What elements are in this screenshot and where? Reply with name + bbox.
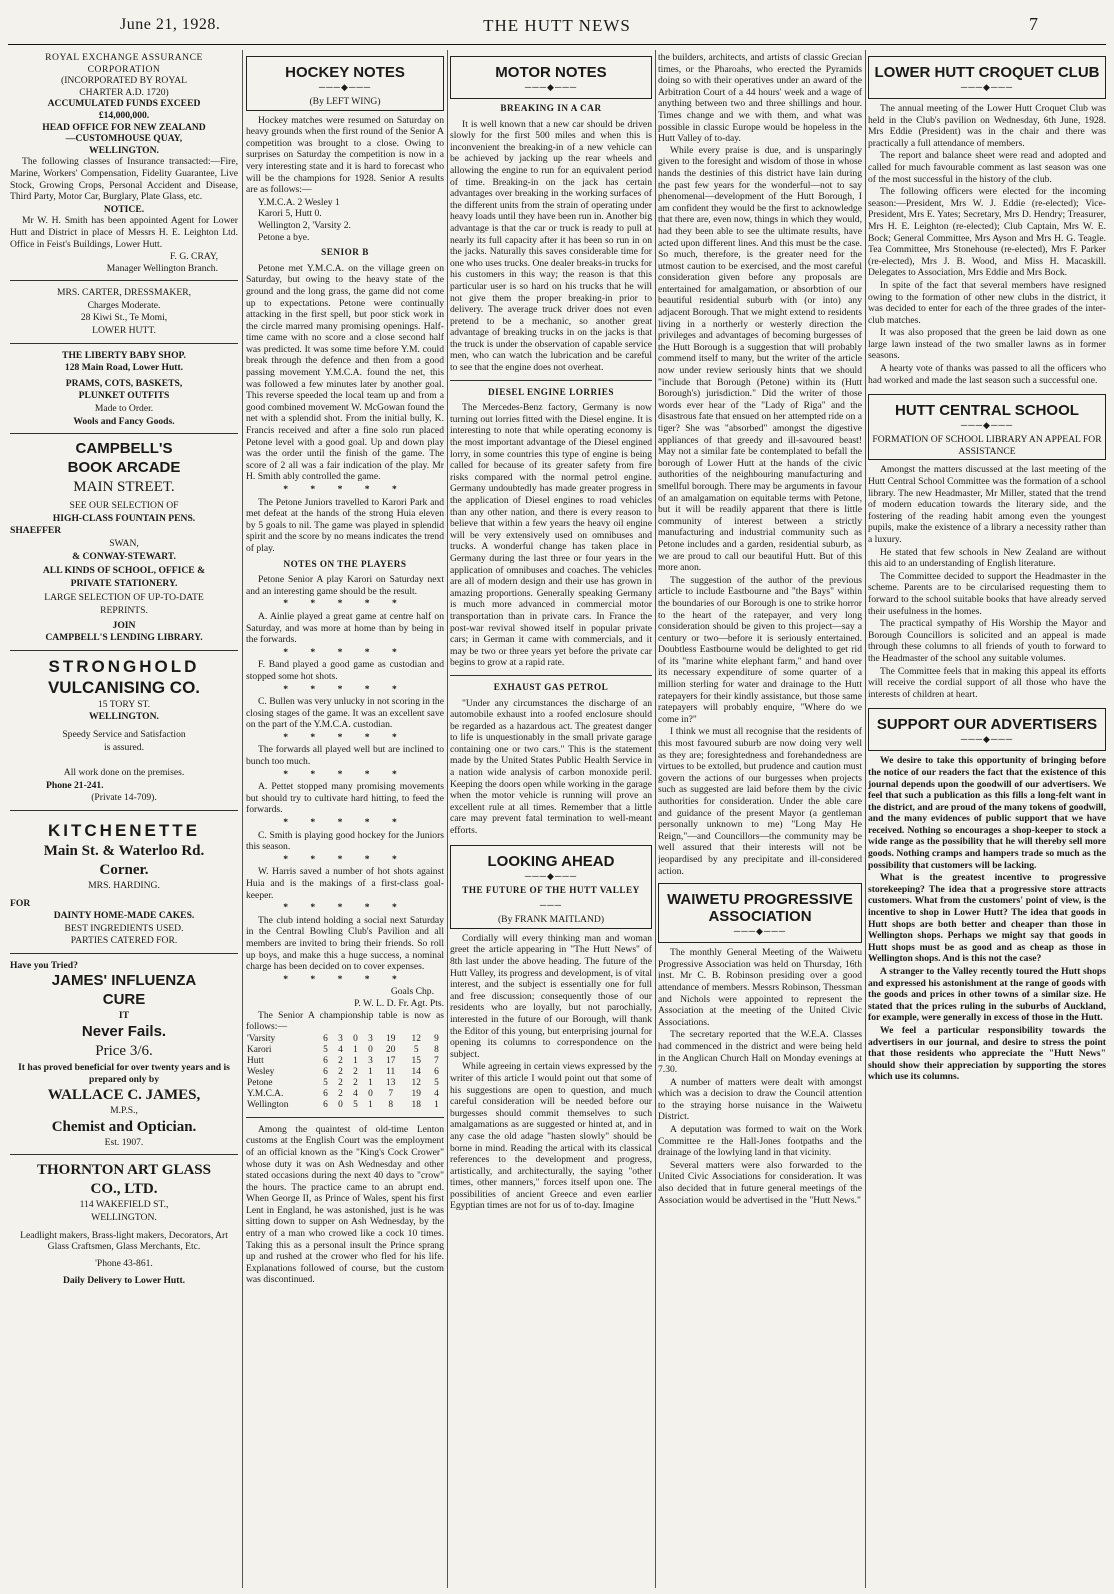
school-title-box — [868, 394, 1106, 460]
stat-cell: 7 — [434, 1055, 439, 1066]
stat-cell: 1 — [368, 1066, 373, 1077]
masthead-title: THE HUTT NEWS — [483, 16, 631, 35]
team-name-cell: Petone — [247, 1077, 273, 1088]
stat-cell: 2 — [353, 1066, 358, 1077]
ad-headline: JAMES' INFLUENZA — [51, 972, 197, 990]
stat-cell: 18 — [411, 1099, 421, 1110]
stat-cell: 9 — [434, 1033, 439, 1044]
hockey-notes-title-box — [246, 56, 444, 111]
header-rule — [8, 44, 1106, 45]
ad-price: Price 3/6. — [95, 1043, 153, 1060]
article-paragraph: The club intend holding a social next Saturday in the Central Bowling Club's Pavilion and all members are invited to bring their friends. So roll up boys, and make this a huge success, a nominal charge has been decided on to cover expenses. — [246, 914, 444, 973]
article-paragraph: F. Band played a good game as custodian and stopped some hot shots. — [246, 659, 444, 682]
match-result: Petone a bye. — [258, 231, 310, 243]
article-paragraph: C. Bullen was very unlucky in not scoring in the closing stages of the game. It was an excellent save on the part of the Y.M.C.A. custodian. — [246, 696, 444, 731]
article-paragraph: The Committee decided to support the Headmaster in the scheme. Parents are to be circularised requesting them to forward to the school suitable books that have already served their usefulness in the homes. — [868, 570, 1106, 617]
ad-line: PLUNKET OUTFITS — [78, 390, 170, 402]
ad-headline: MAIN STREET. — [73, 479, 175, 496]
stat-cell: 4 — [338, 1044, 343, 1055]
stat-cell: 19 — [411, 1088, 421, 1099]
ornament-divider: ───◆─── — [960, 82, 1014, 92]
article-byline: (By LEFT WING) — [309, 96, 381, 107]
ad-line: HEAD OFFICE FOR NEW ZEALAND — [42, 121, 206, 133]
star-divider: * * * * * — [283, 484, 407, 495]
stat-cell: 0 — [368, 1044, 373, 1055]
stat-cell: 5 — [323, 1077, 328, 1088]
stat-cell: 2 — [338, 1066, 343, 1077]
ad-line: (INCORPORATED BY ROYAL — [61, 75, 187, 87]
ad-line: 114 WAKEFIELD ST., — [79, 1199, 169, 1211]
stat-cell: 2 — [338, 1077, 343, 1088]
article-paragraph: While every praise is due, and is unsparingly given to the foresight and wisdom of those in whose hands the destinies of this district have lain during the past few years for the wonderful—not to say phenomenal—development of the Hutt Borough, I am confident they would be the first to acknowledge that there are, even now, things in which they would, had they been able to see the ultimate results, have acted upon different lines. And this must be the case. So much, therefore, is the greater need for the utmost caution to be exercised, and the most careful consideration given before any proposals are entertained for amalgamation, or absorbtion of our beautiful residential suburb with (or into) any adjacent Borough. That we might extend to residents living in a northerly or westerly direction the privileges and advantages of becoming burgesses of the Hutt Borough is a suggestion that will probably commend itself to many, but the writer of the article now under review seriously hints that we should "include that Borough (Petone) within its (Hutt Borough's) jurisdiction." Did the writer of those words ever hear of the "Lady of Riga" and the disastrous fate that ensued on her attempted ride on a tiger? She was "absorbed" amongst the digestive appliances of that greedy and ill-savoured beast! May not a similar fate be contemplated to befall the borough of Lower Hutt at the hands of the civic authorities of the neighbouring manufacturing and smellful borough. There may be arguments in favour of an amalgamation on equitable terms with Petone, but it will be readily apparent that there is little community of interest between a strictly manufacturing and industrial community such as Petone includes and a garden, residential suburb, as we are proud to call our beautiful Hutt. But of this more anon. — [658, 144, 862, 574]
table-row — [246, 1034, 444, 1045]
article-paragraph: The report and balance sheet were read and adopted and called for much favourable comment as last season was one of the most successful in the history of the club. — [868, 150, 1106, 185]
section-subheading: THE FUTURE OF THE HUTT VALLEY — [462, 884, 640, 895]
ad-line: 128 Main Road, Lower Hutt. — [64, 362, 184, 374]
ad-line: LARGE SELECTION OF UP-TO-DATE — [44, 592, 204, 604]
article-paragraph: The Mercedes-Benz factory, Germany is now turning out lorries fitted with the Diesel engine. It is interesting to note that while operating economy is the most important advantage of the Diesel engined lorry, in some countries this type of engine is being called for because of its greater safety from fire risks compared with the normal petrol engine. Germany undoubtedly has made greater progress in the application of Diesel engines to road vehicles than any other nation, and there is every reason to believe that within a few years the heavy oil engine will be very extensively used on omnibuses and trucks. A wonderful change has taken place in Germany during the last three or four years in the application of omnibuses and coaches. The vehicles are all of modern design and their use has grown in amazing proportions. Generally speaking Germany is much more advanced in commercial motor transportation than in private cars. In France the post-war revival showed itself in popular private cars; in German it came with commercials, and it may be two or three years yet before the private car begins to grow at a rapid rate. — [450, 402, 652, 669]
table-header-label: Goals Chp. — [390, 986, 434, 998]
stat-cell: 8 — [434, 1044, 439, 1055]
article-paragraph: A number of matters were dealt with amongst which was a decision to draw the Council attention to the straying horse nuisance in the Waiwetu District. — [658, 1076, 862, 1123]
stat-cell: 17 — [386, 1055, 396, 1066]
stat-cell: 2 — [338, 1055, 343, 1066]
article-paragraph: We desire to take this opportunity of bringing before the notice of our readers the fact that the existence of this journal depends upon the goodwill of our advertisers. We feel that such a publication as this fills a long-felt want in the district, and are proud of the many tokens of goodwill, and the many evidences of public support that we have received. Nothing so encourages a shop-keeper to stock a wide range as the possibility that he will thereby sell more goods. Nothing cramps and hampers trade so much as the possibility that customers will be lacking. — [868, 755, 1106, 871]
article-title: WAIWETU PROGRESSIVE ASSOCIATION — [667, 891, 853, 926]
ad-line: ACCUMULATED FUNDS EXCEED — [47, 98, 201, 110]
team-name-cell: 'Varsity — [247, 1033, 276, 1044]
article-paragraph: the builders, architects, and artists of classic Grecian times, or the Pharoahs, who erected the Pyramids doing so with their operatives under an award of the Arbitration Court of a 44 hours' week and a wage of anything between two and three shillings and hour. Times change and we with them, and what was possible in classic Europe would be hopeless in the Hutt Valley of to-day. — [658, 52, 862, 145]
article-paragraph: The Committee feels that in making this appeal its efforts will receive the cordial support of all those who have the interests of children at heart. — [868, 665, 1106, 700]
article-paragraph: We feel a particular responsibility towards the advertisers in our journal, and desire to stress the point that those residents who appreciate the "Hutt News" should show their appreciation by supporting the stores which use its columns. — [868, 1024, 1106, 1083]
ad-headline: WALLACE C. JAMES, — [47, 1087, 201, 1104]
stat-cell: 7 — [388, 1088, 394, 1099]
stat-cell: 19 — [386, 1033, 396, 1044]
stat-cell: 3 — [368, 1055, 373, 1066]
ornament-divider: ───◆─── — [960, 734, 1014, 745]
ornament-divider: ───◆─── — [524, 870, 578, 881]
ad-headline: Chemist and Optician. — [51, 1118, 197, 1135]
stat-cell: 4 — [353, 1088, 358, 1099]
article-paragraph: In spite of the fact that several members have resigned owing to the formation of other new clubs in the district, it was decided to enter for each of the three grades of the inter-club matches. — [868, 279, 1106, 326]
star-divider: * * * * * — [283, 683, 407, 695]
table-row — [246, 1089, 444, 1100]
ad-line: Est. 1907. — [104, 1136, 144, 1148]
stat-cell: 1 — [434, 1099, 439, 1110]
article-paragraph: A deputation was formed to wait on the Work Committee re the Hall-Jones footpaths and the drainage of the lowlying land in that vicinity. — [658, 1124, 862, 1159]
ad-headline: Corner. — [99, 861, 149, 878]
article-paragraph: The Senior A championship table is now as follows:— — [246, 1009, 444, 1033]
match-result: Y.M.C.A. 2 Wesley 1 — [258, 196, 340, 208]
table-row — [246, 1056, 444, 1067]
ad-body: The following classes of Insurance transacted:—Fire, Marine, Workers' Compensation, Fidelity Guarantee, Live Stock, Growing Crops, Personal Accident and Disease, Third Party, Motor Car, Burglary, Plate Glass, etc. — [10, 156, 238, 203]
ad-line: It has proved beneficial for over twenty years and is prepared only by — [18, 1062, 230, 1085]
column-hockey-notes — [246, 52, 444, 1586]
ad-signature: F. G. CRAY, — [169, 251, 218, 263]
star-divider: * * * * * — [283, 731, 407, 743]
ad-line: SWAN, — [109, 538, 139, 549]
divider — [246, 1117, 444, 1118]
article-paragraph: The monthly General Meeting of the Waiwetu Progressive Association was held on Thursday, 16th inst. Mr C. B. Robinson presiding over a good attendance of members. Messrs Robinson, Thessman and Nichols were appointed to represent the Association at the meeting of the United Civic Associations. — [658, 947, 862, 1028]
ad-line: CAMPBELL'S LENDING LIBRARY. — [45, 632, 203, 644]
table-row — [246, 1067, 444, 1078]
team-name-cell: Hutt — [247, 1055, 264, 1066]
article-paragraph: The suggestion of the author of the previous article to include Eastbourne and "the Bays" within the boundaries of our Borough is one to strike horror to the heart of the ratepayer, and very long consideration should be given to this project—say a century or two—before it is seriously entertained. Doubtless Eastbourne would be delighted to get rid of its "marine white elephant farm," and hand over its necessary expenditure of some quarter of a million sterling for water and drainage to the Hutt ratepayers for their kindly assistance, but those same ratepayers will probably enquire, "Where do we come in?" — [658, 574, 862, 725]
column-advertisements — [10, 52, 238, 1586]
stat-cell: 1 — [353, 1044, 358, 1055]
ad-line: & CONWAY-STEWART. — [72, 550, 176, 562]
table-header-label: P. W. L. D. Fr. Agt. Pts. — [354, 997, 444, 1009]
divider — [450, 380, 652, 381]
ad-line: M.P.S., — [110, 1105, 138, 1117]
ad-line: All work done on the premises. — [63, 767, 185, 779]
stat-cell: 20 — [386, 1044, 396, 1055]
ad-james-influenza-cure — [10, 960, 238, 1149]
article-paragraph: Among the quaintest of old-time Lenton customs at the English Court was the employment of an official known as the "King's Cock Crower" whose duty it was on Ash Wednesday and other stated occasions during the next 40 days to "crow" the hours. The practice came to an abrupt end. When George II, as Prince of Wales, spent his first Lent in England, he was astonished, just is he was sitting down to supper on Ash Wednesday, by the entry of a man who crowed like a cock 10 times. Taking this as a personal insult the Prince sprang up and rushed at the crower who fled for his life. Explanations followed of course, but the custom was discontinued. — [246, 1123, 444, 1286]
team-name-cell: Wesley — [247, 1066, 275, 1077]
article-paragraph: It was also proposed that the green be laid down as one large lawn instead of the two smaller lawns as in former seasons. — [868, 327, 1106, 362]
stat-cell: 0 — [353, 1033, 358, 1044]
ad-headline: CAMPBELL'S — [75, 440, 173, 458]
ad-line: REPRINTS. — [100, 604, 148, 616]
article-paragraph: The Petone Juniors travelled to Karori Park and met defeat at the hands of the strong Huia eleven by 5 goals to nil. The game was played in splendid spirit and the score by no means indicates the trend of play. — [246, 496, 444, 554]
article-title: LOWER HUTT CROQUET CLUB — [874, 64, 1100, 81]
ad-line: PRAMS, COTS, BASKETS, — [65, 377, 183, 389]
article-title: HUTT CENTRAL SCHOOL — [895, 402, 1079, 420]
ad-line: 15 TORY ST. — [97, 698, 151, 710]
stat-cell: 6 — [323, 1099, 328, 1110]
ad-line: CHARTER A.D. 1720) — [79, 86, 169, 98]
article-paragraph: It is well known that a new car should be driven slowly for the first 500 miles and when this is inconvenient the breaking-in of a new vehicle can be achieved by jacking up the rear wheels and allowing the engine to run for an equivalent period of time. Breaking-in on the jack has certain advantages over breaking in the working surfaces of the different units from the strain of operating under heavy loads until they have been run in. Another big advantage is that the car or truck is ready to pull at nearly its full capacity after it has been so run in on the jacks. Naturally this saves considerable time for one who uses trucks. One dealer breaks-in trucks for his customers in this way; the reason is that this particular user is so hard on his trucks that he will not give them the proper breaking-in prior to delivery. The average truck driver does not even pretend to be a mechanic, so another great advantage of breaking trucks in on the jacks is that the truck is under the observation of capable service men, who can watch the lubrication and be careful to see that the engine does not overheat. — [450, 118, 652, 374]
section-subheading: NOTES ON THE PLAYERS — [283, 558, 407, 569]
ad-line: THE LIBERTY BABY SHOP. — [62, 349, 186, 361]
divider — [10, 810, 238, 811]
article-paragraph: While agreeing in certain views expressed by the writer of this article I would point out that some of his suggestions are open to question, and much careful consideration will be needed before our burgesses should commit themselves to such amalgamations as are suggested or hinted at, and in any case the old adage "hasten slowly" should be borne in mind. Reading the artical with its classical references to the development and progress, artistically, and architecturally, the saying "other times, other manners," forces itself upon one. The possibilities of ancient Greece and even earlier Egyptian times are not for us of to-day. Imagine — [450, 1061, 652, 1212]
divider — [450, 675, 652, 676]
ad-line: Speedy Service and Satisfaction — [62, 728, 186, 740]
star-divider: * * * * * — [283, 768, 407, 780]
divider — [10, 1154, 238, 1155]
ad-line: Daily Delivery to Lower Hutt. — [62, 1275, 186, 1287]
article-paragraph: Petone met Y.M.C.A. on the village green on Saturday, but owing to the heavy state of the ground and the long grass, the game did not come up to expectations. Petone were continually attacking in the first spell, but poor stick work in the circle marred many promising openings. Half-time came with no score and a close second half was predicted. It was some time before Y.M. could break through the defence and then from a good passing movement Y.M.C.A. found the net, this was followed a few minutes later by another goal. This reverse speeded the local team up and from a good combined movement W. McGowan found the net with a splendid shot. From the initial bully, K. Francis received and after a fine solo run placed Petone level with a good goal. Up and down play was the order until the finish of the game. The score of 2 all was a fair indication of the play. Mr H. Smith ably controlled the game. — [246, 262, 444, 483]
ornament-divider: ───◆─── — [733, 926, 787, 937]
stat-cell: 1 — [368, 1099, 373, 1110]
column-rule — [865, 50, 866, 1588]
stat-cell: 3 — [338, 1033, 343, 1044]
page-header — [0, 10, 1114, 40]
ad-line: MRS. CARTER, DRESSMAKER, — [56, 287, 192, 299]
ad-campbells-book-arcade — [10, 440, 238, 644]
ad-line: LOWER HUTT. — [92, 325, 156, 337]
article-byline: (By FRANK MAITLAND) — [497, 914, 605, 926]
championship-table — [246, 1034, 444, 1111]
match-result: Karori 5, Hutt 0. — [258, 208, 322, 220]
stat-cell: 6 — [323, 1066, 328, 1077]
stat-cell: 13 — [386, 1077, 396, 1088]
ad-line: —CUSTOMHOUSE QUAY, — [65, 133, 183, 145]
star-divider: * * * * * — [283, 902, 407, 914]
article-paragraph: The secretary reported that the W.E.A. Classes had commenced in the district and were being held in the Anglican Church Hall on Monday evenings at 7.30. — [658, 1029, 862, 1076]
star-divider: * * * * * — [283, 853, 407, 865]
ornament-divider: ───◆─── — [318, 82, 372, 92]
ad-headline: Main St. & Waterloo Rd. — [43, 842, 205, 859]
ad-line: 'Phone 43-861. — [95, 1257, 153, 1269]
stat-cell: 5 — [353, 1099, 358, 1110]
star-divider: * * * * * — [283, 817, 407, 829]
ad-line: £14,000,000. — [98, 109, 150, 121]
ad-line: ROYAL EXCHANGE ASSURANCE — [45, 52, 203, 63]
ad-royal-exchange — [10, 52, 238, 274]
ad-body: Mr W. H. Smith has been appointed Agent for Lower Hutt and District in place of Messrs H. E. Leighton Ltd. Office in Feist's Buildings, Lower Hutt. — [10, 215, 238, 250]
ad-line: 28 Kiwi St., Te Momi, — [80, 312, 168, 324]
ad-line: Leadlight makers, Brass-light makers, Decorators, Art Glass Craftsmen, Glass Merchants, Etc. — [20, 1229, 228, 1253]
star-divider: * * * * * — [283, 598, 407, 610]
stat-cell: 15 — [411, 1055, 421, 1066]
star-divider: * * * * * — [283, 973, 407, 985]
column-motor-notes — [450, 52, 652, 1586]
section-subheading: DIESEL ENGINE LORRIES — [488, 386, 614, 397]
ad-line: DAINTY HOME-MADE CAKES. — [53, 910, 195, 922]
ad-line: SHAEFFER — [10, 525, 62, 537]
ad-notice-heading: NOTICE. — [103, 203, 145, 215]
ad-line: SEE OUR SELECTION OF — [69, 500, 179, 512]
divider — [10, 953, 238, 954]
article-title: SUPPORT OUR ADVERTISERS — [876, 716, 1098, 734]
ad-carter-dressmaker — [10, 287, 238, 336]
column-rule — [242, 50, 243, 1588]
issue-date: June 21, 1928. — [120, 16, 221, 33]
article-paragraph: I think we must all recognise that the residents of this most favoured suburb are now doing very well as they are; foresightedness and forehandedness are virtues to be extolled, but prudence and caution must govern the actions of our burgesses when projects such as suggested are laid before them by the civic authorities for consideration. Under the able care and guidance of the present Mayor (a gentleman personally unknown to me) "Long May He Reign,"—and Councillors—the community may be well assured that their interests will not be jeopardised by any precipitate and ill-considered action. — [658, 726, 862, 877]
ad-headline: CO., LTD. — [90, 1181, 158, 1198]
divider — [10, 280, 238, 281]
table-row — [246, 1045, 444, 1056]
article-paragraph: Cordially will every thinking man and woman greet the article appearing in "The Hutt News" of 8th last under the above heading. The future of the Hutt Valley, its progress and development, is of vital interest, and the subject is essentially one for full and free discussion; consequently those of our residents who are loyally, but not parochially, interested in the future of our Borough, will thank the Editor of this young, but enterprising journal for opening its columns to correspondence on the subject. — [450, 932, 652, 1060]
stat-cell: 6 — [323, 1088, 328, 1099]
stat-cell: 3 — [368, 1033, 373, 1044]
support-title-box — [868, 708, 1106, 751]
stat-cell: 0 — [368, 1088, 373, 1099]
article-paragraph: A. Pettet stopped many promising movements but should try to cultivate hard hitting, to feed the forwards. — [246, 781, 444, 816]
ad-line: Have you Tried? — [10, 959, 78, 971]
ad-line: Charges Moderate. — [87, 299, 161, 311]
stat-cell: 5 — [323, 1044, 328, 1055]
ad-line: Made to Order. — [94, 403, 154, 415]
ad-headline: VULCANISING CO. — [47, 677, 201, 697]
ornament-divider: ─── — [539, 900, 563, 911]
article-paragraph: The forwards all played well but are inclined to bunch too much. — [246, 744, 444, 768]
article-paragraph: Amongst the matters discussed at the last meeting of the Hutt Central School Committee was the formation of a school library. The new Headmaster, Mr Miller, stated that the trend of modern education towards the literary side, and the fostering of the reading habit among even the youngest pupils, make the existence of a library a necessity rather than a luxury. — [868, 464, 1106, 545]
ad-line: IT — [118, 1010, 130, 1022]
article-paragraph: W. Harris saved a number of hot shots against Huia and is the makings of a first-class goal-keeper. — [246, 866, 444, 901]
section-subheading: EXHAUST GAS PETROL — [493, 681, 609, 692]
divider — [10, 433, 238, 434]
article-paragraph: A stranger to the Valley recently toured the Hutt shops and expressed his astonishment at the range of goods with the goods and prices in other towns of a similar size. He stated that the prices ruling in the suburbs of Auckland, for example, were generally in excess of those in the Hutt. — [868, 966, 1106, 1024]
stat-cell: 2 — [338, 1088, 343, 1099]
ad-headline: CURE — [102, 991, 146, 1009]
ad-headline: Never Fails. — [81, 1023, 167, 1041]
column-rule — [447, 50, 448, 1588]
stat-cell: 6 — [323, 1055, 328, 1066]
stat-cell: 1 — [353, 1055, 358, 1066]
stat-cell: 1 — [368, 1077, 373, 1088]
stat-cell: 2 — [353, 1077, 358, 1088]
article-title: MOTOR NOTES — [495, 64, 607, 81]
ad-line: Wools and Fancy Goods. — [73, 415, 175, 427]
ad-line: is assured. — [104, 741, 144, 753]
ad-thornton-art-glass — [10, 1161, 238, 1287]
looking-ahead-title-box — [450, 845, 652, 929]
ad-signature: Manager Wellington Branch. — [106, 262, 218, 274]
column-rule — [655, 50, 656, 1588]
match-result: Wellington 2, 'Varsity 2. — [258, 219, 351, 231]
stat-cell: 6 — [434, 1066, 439, 1077]
article-paragraph: A. Ainlie played a great game at centre half on Saturday, and was more at home than by being in the forwards. — [246, 610, 444, 646]
ad-headline: THORNTON ART GLASS — [37, 1162, 211, 1179]
article-paragraph: Petone Senior A play Karori on Saturday next and an interesting game should be the result. — [246, 574, 444, 597]
ad-line: JOIN — [112, 619, 136, 631]
ad-line: WELLINGTON. — [89, 144, 159, 156]
stat-cell: 0 — [338, 1099, 343, 1110]
ad-headline: KITCHENETTE — [48, 820, 200, 840]
article-paragraph: The annual meeting of the Lower Hutt Croquet Club was held in the Club's pavilion on Wednesday, 6th June, 1928. Mrs Eddie (President) was in the chair and there was practically a full attendance of members. — [868, 103, 1106, 149]
ad-line: BEST INGREDIENTS USED. — [64, 922, 184, 934]
ad-stronghold-vulcanising — [10, 657, 238, 804]
ad-line: FOR — [10, 897, 31, 909]
section-subheading: BREAKING IN A CAR — [500, 103, 602, 113]
table-row — [246, 1100, 444, 1111]
article-paragraph: The following officers were elected for the incoming season:—President, Mrs W. J. Eddie (re-elected); Vice-President, Mrs E. Yates; Secretary, Mrs D. Hendry; Treasurer, Mrs H. E. Leighton (re-elected); Club Captain, Mrs W. E. Bock; General Committee, Mrs Ayson and Mrs H. G. Teagle. Tea Committee, Mrs Stonehouse (re-elected), Mrs F. Parker (re-elected), Mrs J. B. Wood, and Miss H. Macaskill. Delegates to Association, Mrs Eddie and Mrs Bock. — [868, 186, 1106, 279]
ad-line: PARTIES CATERED FOR. — [70, 935, 178, 947]
croquet-title-box — [868, 56, 1106, 99]
ad-line: Phone 21-241. — [46, 779, 104, 791]
article-subtitle: FORMATION OF SCHOOL LIBRARY AN APPEAL FOR ASSISTANCE — [872, 434, 1102, 457]
ad-kitchenette — [10, 821, 238, 947]
divider — [10, 343, 238, 344]
article-paragraph: C. Smith is playing good hockey for the Juniors this season. — [246, 829, 444, 853]
section-subheading: SENIOR B — [321, 247, 369, 258]
column-looking-ahead-continued — [658, 52, 862, 1586]
ornament-divider: ───◆─── — [960, 420, 1014, 431]
ad-line: WELLINGTON. — [89, 711, 159, 723]
stat-cell: 11 — [386, 1066, 396, 1077]
ad-line: HIGH-CLASS FOUNTAIN PENS. — [52, 512, 196, 524]
article-paragraph: Hockey matches were resumed on Saturday on heavy grounds when the first round of the Senior A competition was brought to a close. Owing to surprises on Saturday the competition is now in a very interesting state and it is hard to forecast who will be the champions for 1928. Senior A results are as follows:— — [246, 114, 444, 196]
stat-cell: 12 — [411, 1033, 421, 1044]
article-paragraph: "Under any circumstances the discharge of an automobile exhaust into a roofed enclosure should be regarded as a hazardous act. The greatest danger to life is unquestionably in the small private garage containing one or two cars." This is the statement made by the United States Public Health Service in a nation wide analysis of carbon monoxide peril. Keeping the doors open while working in the garage when the motor vehicle is running will prove an excellent rule at all times. Remember that a little care may prevent fatal termination to well-meant efforts. — [450, 697, 652, 837]
team-name-cell: Karori — [247, 1044, 272, 1055]
ad-line: (Private 14-709). — [91, 792, 157, 804]
ornament-divider: ───◆─── — [524, 82, 578, 92]
stat-cell: 5 — [434, 1077, 439, 1088]
ad-headline: BOOK ARCADE — [67, 459, 181, 477]
ad-liberty-baby-shop — [10, 350, 238, 428]
stat-cell: 14 — [411, 1066, 421, 1077]
article-title: LOOKING AHEAD — [487, 852, 615, 870]
column-community-news — [868, 52, 1106, 1586]
team-name-cell: Wellington — [247, 1099, 289, 1110]
article-paragraph: He stated that few schools in New Zealand are without this aid to an understanding of English literature. — [868, 546, 1106, 570]
article-paragraph: Several matters were also forwarded to the United Civic Associations for consideration. It was also decided that in future general meetings of the Association would be advertised in the "Hutt News." — [658, 1159, 862, 1206]
stat-cell: 5 — [413, 1044, 419, 1055]
article-paragraph: The practical sympathy of His Worship the Mayor and Borough Councillors is solicited and an appeal is made through these columns to all friends of youth to forward to the Headmaster of the school any suitable volumes. — [868, 618, 1106, 664]
stat-cell: 4 — [434, 1088, 439, 1099]
ad-line: ALL KINDS OF SCHOOL, OFFICE & — [42, 565, 206, 577]
stat-cell: 6 — [323, 1033, 328, 1044]
stat-cell: 12 — [411, 1077, 421, 1088]
table-row — [246, 1078, 444, 1089]
article-paragraph: A hearty vote of thanks was passed to all the officers who had worked and made the last season such a successful one. — [868, 363, 1106, 386]
article-title: HOCKEY NOTES — [285, 64, 405, 81]
article-paragraph: What is the greatest incentive to progressive storekeeping? The idea that a progressive store attracts customers. What from the customers' point of view, is the incentive to shop in Lower Hutt? The idea that goods in Hutt shops are both better and cheaper than those in Wellington shops. Perhaps we might say that goods in Hutt shops must be as good and as cheap as those in Wellington shops. And is this not the case? — [868, 872, 1106, 965]
motor-notes-title-box — [450, 56, 652, 99]
team-name-cell: Y.M.C.A. — [247, 1088, 284, 1099]
ad-line: MRS. HARDING. — [88, 879, 160, 891]
stat-cell: 8 — [388, 1099, 394, 1110]
page-number: 7 — [1029, 14, 1038, 34]
star-divider: * * * * * — [283, 646, 407, 658]
ad-headline: STRONGHOLD — [48, 656, 200, 676]
ad-line: CORPORATION — [87, 63, 161, 75]
divider — [10, 650, 238, 651]
ad-line: WELLINGTON. — [91, 1212, 157, 1224]
ad-line: PRIVATE STATIONERY. — [70, 577, 178, 589]
waiwetu-title-box — [658, 883, 862, 943]
